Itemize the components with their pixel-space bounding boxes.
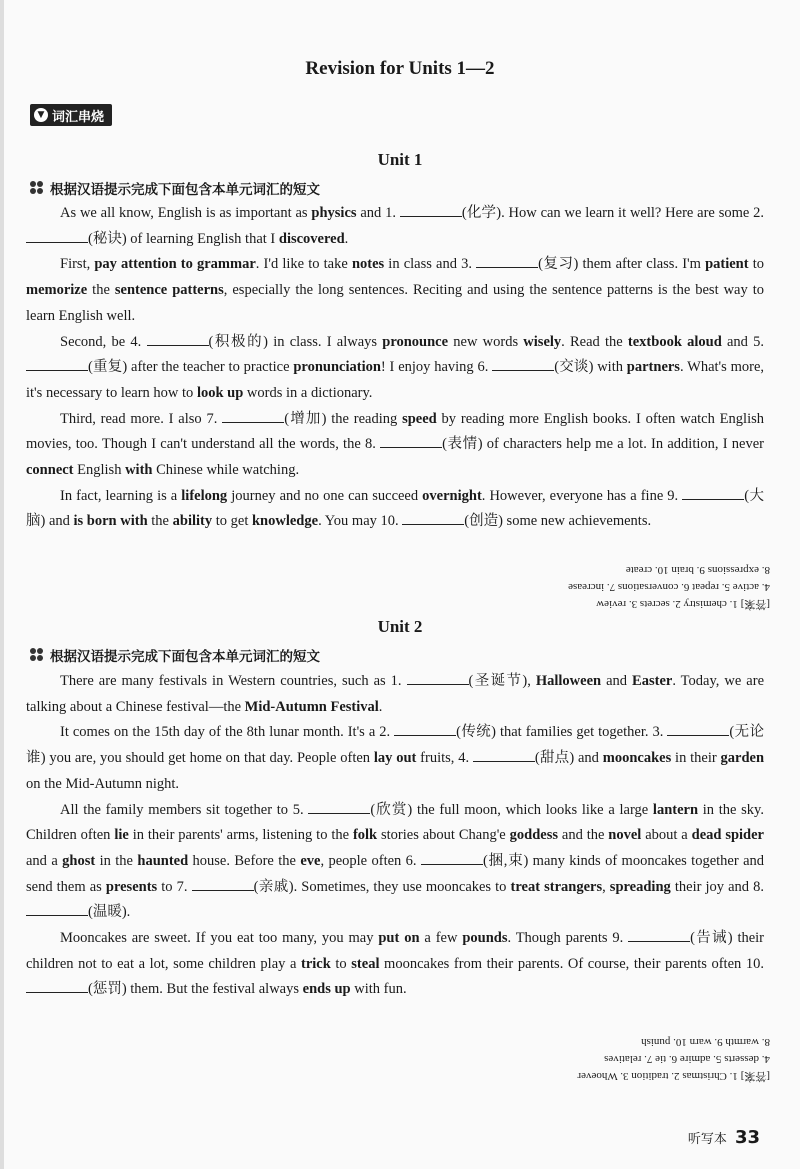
answer-row: [答案] 1. Christmas 2. tradition 3. Whoever: [577, 1070, 770, 1082]
unit2-paragraph-1: There are many festivals in Western countries, such as 1. (圣诞节), Halloween and Easter. Today, we are talking about a Chinese festival—the Mid-Autumn Festival.: [26, 669, 764, 720]
answer-blank[interactable]: [26, 228, 88, 243]
unit1-paragraph-5: In fact, learning is a lifelong journey and no one can succeed overnight. However, everyone has a fine 9. (大脑) and is born with the ability to get knowledge. You may 10. (创造) some new achievements.: [26, 484, 764, 535]
answer-row: 8. warmth 9. warn 10. punish: [641, 1036, 770, 1048]
section-tag: [30, 104, 112, 126]
answer-blank[interactable]: [26, 901, 88, 916]
unit1-paragraph-4: Third, read more. I also 7. (增加) the reading speed by reading more English books. I often watch English movies, too. Though I can't understand all the words, the 8. (表情) of characters help me a lot. In addition, I never connect English with Chinese while watching.: [26, 407, 764, 484]
answer-blank[interactable]: [192, 876, 254, 891]
bullet-dots-icon: [30, 648, 44, 662]
answer-blank[interactable]: [682, 485, 744, 500]
answer-row: 8. expressions 9. brain 10. create: [625, 564, 770, 576]
answer-blank[interactable]: [402, 510, 464, 525]
unit1-paragraph-2: First, pay attention to grammar. I'd like to take notes in class and 3. (复习) them after class. I'm patient to memorize the sentence patterns, especially the long sentences. Reciting and using the sentence patterns is the best way to learn English well.: [26, 252, 764, 329]
footer-label: 听写本: [687, 1132, 727, 1147]
chevron-down-icon: ▼: [34, 108, 48, 122]
unit1-instruction: [30, 178, 320, 198]
answer-blank[interactable]: [628, 927, 690, 942]
answer-blank[interactable]: [400, 202, 462, 217]
answer-blank[interactable]: [394, 721, 456, 736]
answer-blank[interactable]: [421, 850, 483, 865]
answer-blank[interactable]: [26, 978, 88, 993]
unit1-heading: Unit 1: [377, 150, 423, 169]
unit1-answers-upside-down: [390, 561, 770, 612]
answer-row: [答案] 1. chemistry 2. secrets 3. review: [596, 598, 770, 610]
section-tag-label: 词汇串烧: [52, 109, 105, 125]
answer-blank[interactable]: [492, 356, 554, 371]
unit1-paragraph-3: Second, be 4. (积极的) in class. I always pronounce new words wisely. Read the textbook aloud and 5. (重复) after the teacher to practice pronunciation! I enjoy having 6. (交谈) with partners. What's more, it's necessary to learn how to look up words in a dictionary.: [26, 330, 764, 407]
answer-row: 4. active 5. repeat 6. conversations 7. increase: [568, 581, 770, 593]
page-number: 33: [734, 1127, 760, 1148]
answer-blank[interactable]: [222, 408, 284, 423]
unit2-heading: Unit 2: [377, 617, 423, 636]
page-edge: [0, 0, 4, 1169]
answer-blank[interactable]: [667, 721, 729, 736]
bullet-dots-icon: [30, 181, 44, 195]
unit1-passage: [26, 201, 764, 535]
unit1-paragraph-1: As we all know, English is as important as physics and 1. (化学). How can we learn it well? Here are some 2. (秘诀) of learning English that I discovered.: [26, 201, 764, 252]
answer-blank[interactable]: [147, 331, 209, 346]
unit2-paragraph-2: It comes on the 15th day of the 8th lunar month. It's a 2. (传统) that families get together. 3. (无论谁) you are, you should get home on that day. People often lay out fruits, 4. (甜点) and mooncakes in their garden on the Mid-Autumn night.: [26, 720, 764, 797]
answer-blank[interactable]: [380, 433, 442, 448]
unit2-instruction: [30, 645, 320, 665]
answer-blank[interactable]: [407, 670, 469, 685]
unit2-paragraph-3: All the family members sit together to 5. (欣赏) the full moon, which looks like a large lantern in the sky. Children often lie in their parents' arms, listening to the folk stories about Chang'e goddess and the novel about a dead spider and a ghost in the haunted house. Before the eve, people often 6. (捆,束) many kinds of mooncakes together and send them as presents to 7. (亲戚). Sometimes, they use mooncakes to treat strangers, spreading their joy and 8. (温暖).: [26, 798, 764, 927]
unit2-passage: [26, 669, 764, 1003]
answer-blank[interactable]: [473, 747, 535, 762]
unit2-paragraph-4: Mooncakes are sweet. If you eat too many, you may put on a few pounds. Though parents 9. (告诫) their children not to eat a lot, some children play a trick to steal mooncakes from their parents. Of course, their parents often 10. (惩罚) them. But the festival always ends up with fun.: [26, 926, 764, 1003]
page-footer: [688, 1127, 760, 1148]
unit2-answers-upside-down: [390, 1033, 770, 1084]
unit2-instruction-text: 根据汉语提示完成下面包含本单元词汇的短文: [50, 649, 320, 665]
answer-blank[interactable]: [476, 253, 538, 268]
answer-blank[interactable]: [26, 356, 88, 371]
unit1-instruction-text: 根据汉语提示完成下面包含本单元词汇的短文: [50, 182, 320, 198]
answer-blank[interactable]: [308, 799, 370, 814]
answer-row: 4. desserts 5. admire 6. tie 7. relatives: [604, 1053, 770, 1065]
page-title: Revision for Units 1—2: [305, 58, 495, 79]
